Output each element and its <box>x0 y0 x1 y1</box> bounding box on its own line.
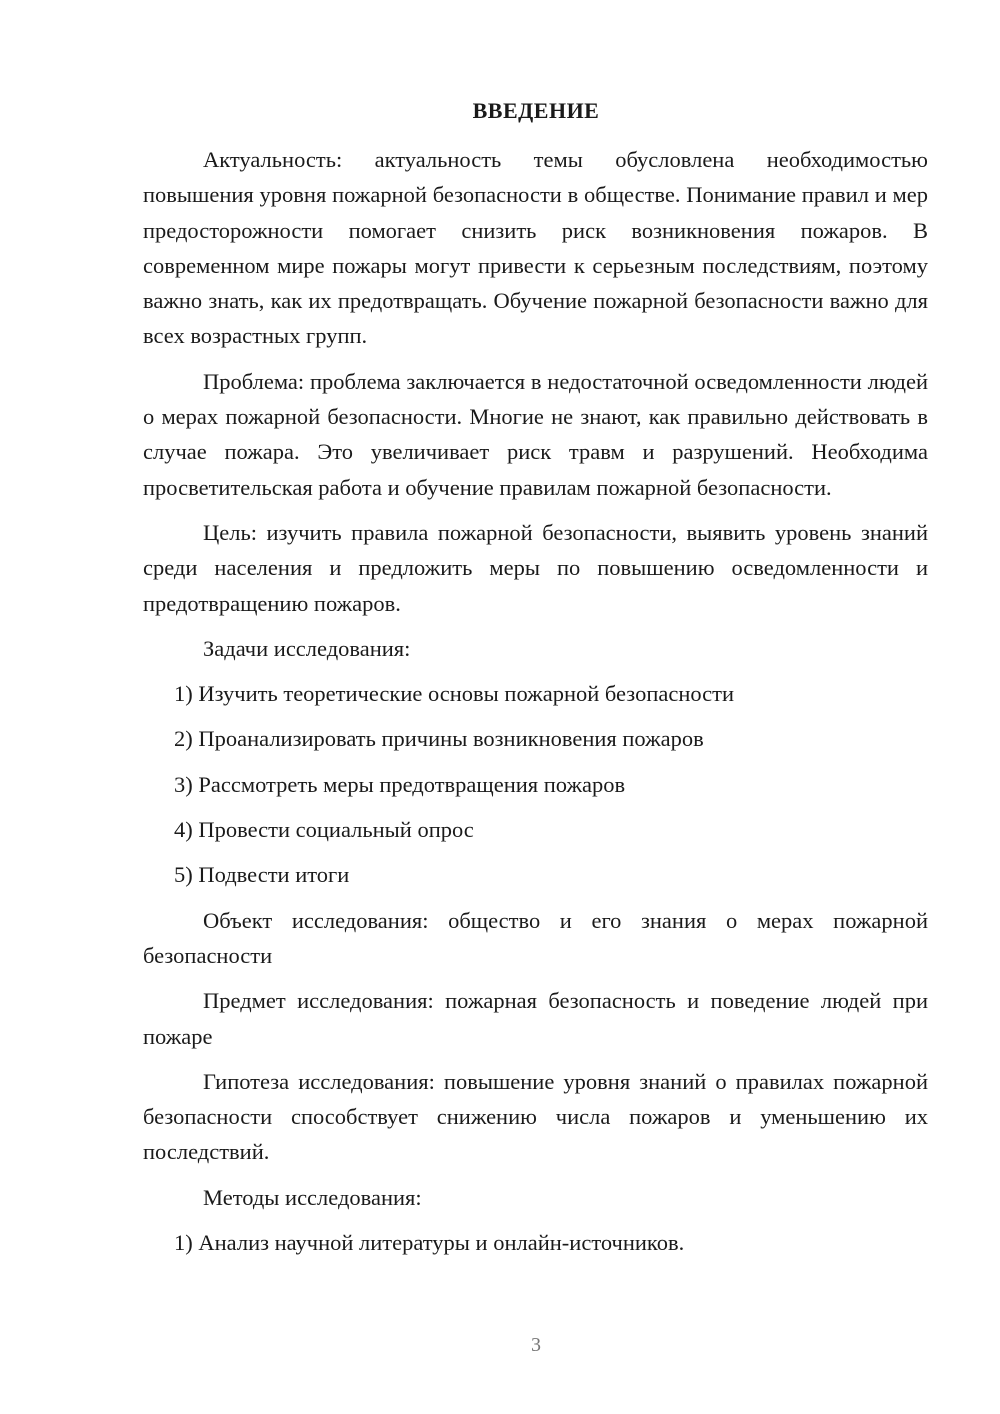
list-item: 1) Анализ научной литературы и онлайн-источников. <box>174 1230 685 1256</box>
tasks-heading: Задачи исследования: <box>203 635 411 661</box>
list-item: 3) Рассмотреть меры предотвращения пожаров <box>174 771 626 797</box>
methods-list <box>143 1225 928 1260</box>
paragraph-object: Объект исследования: общество и его знания о мерах пожарной безопасности <box>143 907 928 968</box>
list-item: 1) Изучить теоретические основы пожарной безопасности <box>174 681 735 707</box>
list-item: 5) Подвести итоги <box>174 862 350 888</box>
methods-heading: Методы исследования: <box>203 1184 422 1210</box>
paragraph-subject: Предмет исследования: пожарная безопасность и поведение людей при пожаре <box>143 988 928 1049</box>
page-number: 3 <box>531 1334 541 1356</box>
paragraph-hypothesis: Гипотеза исследования: повышение уровня знаний о правилах пожарной безопасности способствует снижению числа пожаров и уменьшению их последствий. <box>143 1068 928 1165</box>
list-item: 2) Проанализировать причины возникновения пожаров <box>174 726 704 752</box>
paragraph-problem: Проблема: проблема заключается в недостаточной осведомленности людей о мерах пожарной безопасности. Многие не знают, как правильно действовать в случае пожара. Это увеличивает риск травм и разрушений. Необходима просветительская работа и обучение правилам пожарной безопасности. <box>143 368 928 500</box>
tasks-list <box>143 676 928 892</box>
paragraph-relevance: Актуальность: актуальность темы обусловлена необходимостью повышения уровня пожарной безопасности в обществе. Понимание правил и мер предосторожности помогает снизить риск возникновения пожаров. В современном мире пожары могут привести к серьезным последствиям, поэтому важно знать, как их предотвращать. Обучение пожарной безопасности важно для всех возрастных групп. <box>143 147 928 349</box>
list-item: 4) Провести социальный опрос <box>174 817 474 843</box>
paragraph-goal: Цель: изучить правила пожарной безопасности, выявить уровень знаний среди населения и предложить меры по повышению осведомленности и предотвращению пожаров. <box>143 519 928 616</box>
document-body <box>143 142 928 1270</box>
page-title: ВВЕДЕНИЕ <box>472 98 600 123</box>
